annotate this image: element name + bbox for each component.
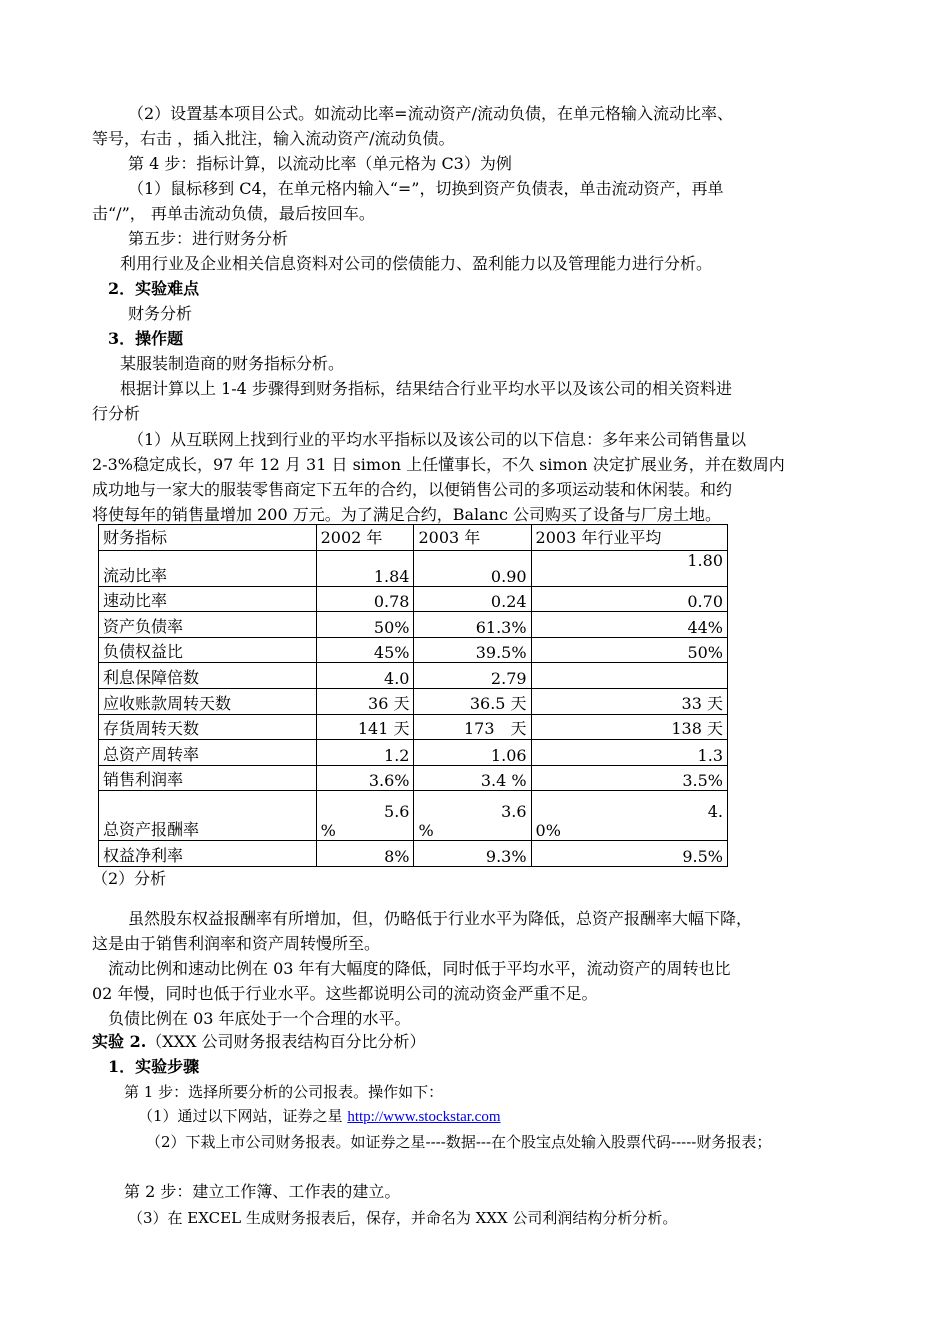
table-cell: 1.06 — [414, 740, 531, 766]
table-cell: 存货周转天数 — [99, 714, 317, 740]
table-cell: 总资产周转率 — [99, 740, 317, 766]
table-header-cell: 2002 年 — [316, 525, 414, 551]
experiment-title: （XXX 公司财务报表结构百分比分析） — [146, 1032, 426, 1051]
text-line: 这是由于销售利润率和资产周转慢所至。 — [92, 934, 381, 953]
table-cell — [531, 663, 727, 689]
table-cell: 销售利润率 — [99, 765, 317, 791]
text-line: （2）下栽上市公司财务报表。如证券之星----数据---在个股宝点处输入股票代码-----财务报表； — [146, 1133, 772, 1151]
text-line: 根据计算以上 1-4 步骤得到财务指标，结果结合行业平均水平以及该公司的相关资料进 — [120, 379, 732, 398]
text-line: （2）分析 — [92, 869, 167, 888]
table-row — [99, 637, 728, 663]
text-line: 2-3%稳定成长，97 年 12 月 31 日 simon 上任懂事长，不久 simon 决定扩展业务，并在数周内 — [92, 455, 785, 474]
cell-value: 4. — [707, 802, 723, 822]
table-cell: 0.78 — [316, 586, 414, 612]
section-heading: 3．操作题 — [108, 329, 184, 348]
table-cell: 44% — [531, 612, 727, 638]
table-cell: 173 天 — [414, 714, 531, 740]
text-line: 财务分析 — [128, 304, 193, 323]
table-cell: 138 天 — [531, 714, 727, 740]
table-header-cell: 财务指标 — [99, 525, 317, 551]
text-line: 等号，右击 ，插入批注，输入流动资产/流动负债。 — [92, 129, 455, 148]
table-cell: 1.3 — [531, 740, 727, 766]
table-cell: 总资产报酬率 — [99, 791, 317, 841]
table-cell: 速动比率 — [99, 586, 317, 612]
table-cell: 61.3% — [414, 612, 531, 638]
table-cell: 1.2 — [316, 740, 414, 766]
text-line: 行分析 — [92, 404, 141, 423]
table-cell: 39.5% — [414, 637, 531, 663]
table-cell: 36.5 天 — [414, 688, 531, 714]
experiment-label: 实验 2. — [92, 1032, 147, 1051]
table-row — [99, 663, 728, 689]
table-cell: 8% — [316, 841, 414, 867]
table-row — [99, 612, 728, 638]
text-line: 第五步：进行财务分析 — [128, 229, 289, 248]
table-cell: 9.5% — [531, 841, 727, 867]
table-cell: 1.84 — [316, 550, 414, 586]
text-line: （3）在 EXCEL 生成财务报表后，保存，并命名为 XXX 公司利润结构分析分析。 — [128, 1209, 678, 1227]
table-cell: 50% — [531, 637, 727, 663]
text-line: 击“/”， 再单击流动负债，最后按回车。 — [92, 204, 375, 223]
table-header-row — [99, 525, 728, 551]
cell-value: 3.6 — [501, 802, 527, 822]
text-line: 某服装制造商的财务指标分析。 — [120, 354, 345, 373]
table-cell: 0.70 — [531, 586, 727, 612]
table-cell: 资产负债率 — [99, 612, 317, 638]
text-line: （1）从互联网上找到行业的平均水平指标以及该公司的以下信息：多年来公司销售量以 — [128, 430, 747, 449]
section-heading: 1．实验步骤 — [108, 1057, 200, 1076]
table-row — [99, 740, 728, 766]
table-header-cell: 2003 年行业平均 — [531, 525, 727, 551]
link-prefix: （1）通过以下网站，证券之星 — [138, 1107, 348, 1125]
cell-unit: 0% — [535, 821, 561, 841]
table-row — [99, 841, 728, 867]
cell-value: 5.6 — [384, 802, 410, 822]
text-line: （2）设置基本项目公式。如流动比率=流动资产/流动负债，在单元格输入流动比率、 — [128, 104, 733, 123]
cell-unit: % — [320, 821, 336, 841]
table-cell: 负债权益比 — [99, 637, 317, 663]
table-cell: 1.80 — [531, 550, 727, 586]
table-row — [99, 765, 728, 791]
table-cell: 9.3% — [414, 841, 531, 867]
table-cell: 4.0 — [316, 663, 414, 689]
text-line: 利用行业及企业相关信息资料对公司的偿债能力、盈利能力以及管理能力进行分析。 — [120, 254, 713, 273]
text-line: 虽然股东权益报酬率有所增加，但，仍略低于行业水平为降低，总资产报酬率大幅下降， — [128, 909, 753, 928]
text-line: 第 2 步：建立工作簿、工作表的建立。 — [124, 1182, 401, 1201]
stockstar-link[interactable]: http://www.stockstar.com — [347, 1109, 501, 1125]
experiment-heading — [92, 1032, 426, 1052]
table-header-cell: 2003 年 — [414, 525, 531, 551]
cell-unit: % — [418, 821, 434, 841]
text-line: 成功地与一家大的服装零售商定下五年的合约，以便销售公司的多项运动装和休闲装。和约 — [92, 480, 733, 499]
table-row — [99, 586, 728, 612]
text-line: 02 年慢，同时也低于行业水平。这些都说明公司的流动资金严重不足。 — [92, 984, 598, 1003]
table-cell: 3.6% — [316, 765, 414, 791]
table-cell: 流动比率 — [99, 550, 317, 586]
table-cell — [316, 791, 414, 841]
table-cell — [414, 791, 531, 841]
table-row — [99, 714, 728, 740]
table-cell: 利息保障倍数 — [99, 663, 317, 689]
text-line: 流动比例和速动比例在 03 年有大幅度的降低，同时低于平均水平，流动资产的周转也比 — [108, 959, 731, 978]
table-cell: 45% — [316, 637, 414, 663]
table-cell: 0.24 — [414, 586, 531, 612]
text-line: 第 4 步：指标计算，以流动比率（单元格为 C3）为例 — [128, 154, 512, 173]
text-line: 负债比例在 03 年底处于一个合理的水平。 — [108, 1009, 411, 1028]
table-cell — [531, 791, 727, 841]
table-cell: 33 天 — [531, 688, 727, 714]
table-row — [99, 688, 728, 714]
table-cell: 3.4 % — [414, 765, 531, 791]
text-line: 将使每年的销售量增加 200 万元。为了满足合约，Balanc 公司购买了设备与厂房土地。 — [92, 505, 722, 524]
table-cell: 36 天 — [316, 688, 414, 714]
table-cell: 权益净利率 — [99, 841, 317, 867]
section-heading: 2．实验难点 — [108, 279, 200, 298]
table-row — [99, 791, 728, 841]
financial-indicators-table — [98, 524, 728, 867]
table-cell: 0.90 — [414, 550, 531, 586]
table-cell: 141 天 — [316, 714, 414, 740]
table-cell: 3.5% — [531, 765, 727, 791]
table-cell: 2.79 — [414, 663, 531, 689]
text-line: 第 1 步：选择所要分析的公司报表。操作如下： — [124, 1083, 444, 1101]
table-cell: 应收账款周转天数 — [99, 688, 317, 714]
text-line — [138, 1106, 501, 1127]
text-line: （1）鼠标移到 C4，在单元格内输入“=”，切换到资产负债表，单击流动资产，再单 — [128, 179, 724, 198]
table-row — [99, 550, 728, 586]
table-cell: 50% — [316, 612, 414, 638]
